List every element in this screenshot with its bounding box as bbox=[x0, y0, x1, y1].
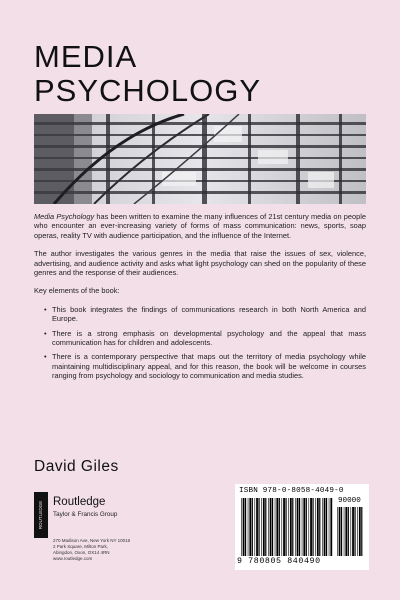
barcode-bar bbox=[290, 498, 292, 556]
barcode-bar bbox=[270, 498, 272, 556]
barcode-bar bbox=[354, 507, 355, 556]
barcode-bar bbox=[288, 498, 289, 556]
address-line: 270 Madison Ave, New York NY 10016 bbox=[53, 538, 131, 543]
barcode-bar bbox=[351, 507, 352, 556]
barcode-bar bbox=[268, 498, 269, 556]
barcode-bar bbox=[292, 498, 293, 556]
isbn-barcode-box bbox=[235, 484, 369, 570]
isbn-number: ISBN 978-0-8058-4049-0 bbox=[239, 487, 344, 495]
barcode-addon-icon bbox=[337, 507, 365, 556]
genres-paragraph: The author investigates the various genres in the media that raise the issues of sex, violence, advertising, and audience activity and asks what light psychology can shed on the popularity of these genres and the response of their audiences. bbox=[34, 249, 366, 278]
intro-book-title: Media Psychology bbox=[34, 212, 95, 221]
barcode-icon bbox=[241, 498, 333, 556]
barcode-digits: 9 780805 840490 bbox=[237, 557, 321, 566]
barcode-bar bbox=[324, 498, 326, 556]
barcode-bar bbox=[295, 498, 296, 556]
barcode-bar bbox=[256, 498, 258, 556]
barcode-bar bbox=[361, 507, 362, 556]
barcode-bar bbox=[263, 498, 265, 556]
barcode-bar bbox=[344, 507, 345, 556]
address-line: www.routledge.com bbox=[53, 556, 93, 561]
barcode-bar bbox=[317, 498, 319, 556]
barcode-bar bbox=[329, 498, 330, 556]
barcode-bar bbox=[309, 498, 310, 556]
title-line-2: PSYCHOLOGY bbox=[34, 73, 262, 108]
barcode-bar bbox=[357, 507, 358, 556]
building-photo-icon bbox=[34, 114, 366, 204]
publisher-addresses bbox=[53, 538, 130, 562]
barcode-bar bbox=[255, 498, 256, 556]
barcode-bar bbox=[241, 498, 242, 556]
barcode-bar bbox=[243, 498, 245, 556]
barcode-bar bbox=[272, 498, 273, 556]
barcode-bar bbox=[279, 498, 280, 556]
barcode-bar bbox=[352, 507, 354, 556]
barcode-bar bbox=[297, 498, 299, 556]
barcode-bar bbox=[337, 507, 338, 556]
key-element-item: • This book integrates the findings of communications research in both North America and Europe. bbox=[44, 305, 366, 324]
barcode-bar bbox=[345, 507, 347, 556]
barcode-bar bbox=[319, 498, 320, 556]
barcode-bar bbox=[283, 498, 285, 556]
key-elements-heading: Key elements of the book: bbox=[34, 286, 120, 296]
barcode-bar bbox=[249, 498, 251, 556]
barcode-bar bbox=[315, 498, 316, 556]
description bbox=[34, 212, 366, 386]
key-element-item: • There is a strong emphasis on developmental psychology and the appeal that mass communication has for children and adolescents. bbox=[44, 329, 366, 348]
barcode-bar bbox=[276, 498, 278, 556]
barcode-bar bbox=[306, 498, 307, 556]
barcode-bar bbox=[285, 498, 286, 556]
barcode-bar bbox=[341, 507, 342, 556]
author-name: David Giles bbox=[34, 458, 119, 475]
barcode-bar bbox=[303, 498, 305, 556]
barcode-bar bbox=[245, 498, 246, 556]
book-title bbox=[34, 40, 261, 108]
intro-paragraph bbox=[34, 212, 366, 240]
barcode-bar bbox=[339, 507, 341, 556]
barcode-bar bbox=[258, 498, 259, 556]
barcode-bar bbox=[310, 498, 312, 556]
title-line-1: MEDIA bbox=[34, 39, 138, 74]
routledge-logo-text: ROUTLEDGE bbox=[38, 500, 44, 530]
publisher-name: Routledge bbox=[53, 496, 106, 508]
price-code: 90000 bbox=[338, 497, 361, 505]
address-line: Abingdon, Oxon, OX14 4RN bbox=[53, 550, 110, 555]
barcode-bar bbox=[261, 498, 262, 556]
barcode-bar bbox=[252, 498, 253, 556]
intro-text: has been written to examine the many influences of 21st century media on people who encounter an ever-increasing variety of forms of mass communication: news, sports, soap operas, reality TV with audience participation, and the influence of the Internet. bbox=[34, 212, 366, 240]
publisher-group: Taylor & Francis Group bbox=[53, 511, 118, 518]
barcode-bar bbox=[302, 498, 303, 556]
barcode-bar bbox=[330, 498, 332, 556]
key-element-item: • There is a contemporary perspective that maps out the territory of media psychology while maintaining multidisciplinary appeal, and for this reason, the book will be welcome in courses ranging from psychology and sociology to communication and media studies. bbox=[44, 352, 366, 380]
address-line: 2 Park Square, Milton Park, bbox=[53, 544, 109, 549]
barcode-bar bbox=[282, 498, 283, 556]
barcode-bar bbox=[275, 498, 276, 556]
routledge-logo-icon bbox=[34, 492, 48, 538]
barcode-bar bbox=[359, 507, 361, 556]
key-elements-list bbox=[34, 305, 366, 381]
barcode-bar bbox=[322, 498, 323, 556]
barcode-bar bbox=[248, 498, 249, 556]
barcode-bar bbox=[312, 498, 313, 556]
barcode-bar bbox=[299, 498, 300, 556]
barcode-bar bbox=[265, 498, 266, 556]
barcode-bar bbox=[348, 507, 349, 556]
barcode-bar bbox=[326, 498, 327, 556]
